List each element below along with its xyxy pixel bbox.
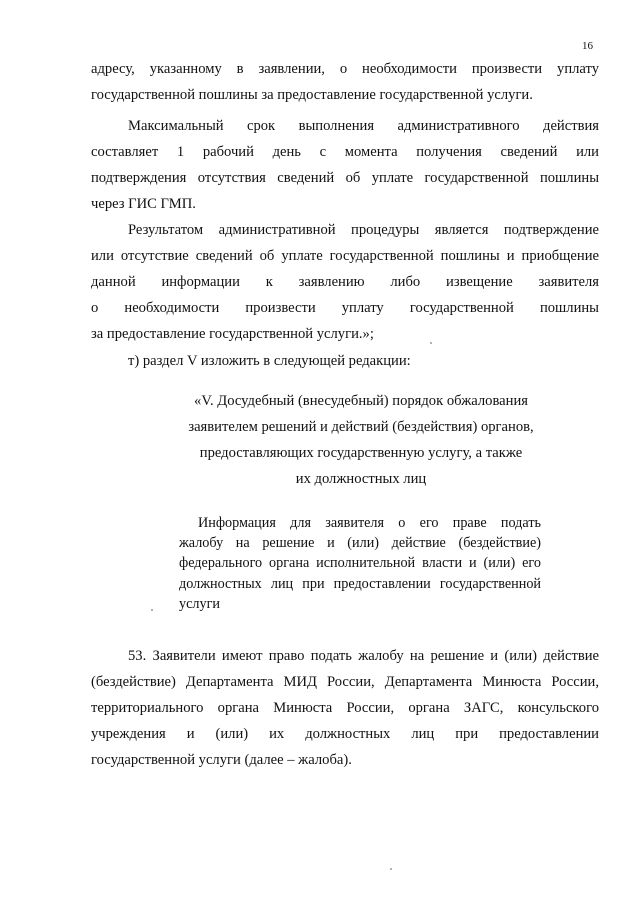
scan-speck xyxy=(151,609,153,611)
section-heading-line: «V. Досудебный (внесудебный) порядок обжалования xyxy=(194,393,528,409)
text-line: Результатом административной процедуры является подтверждение xyxy=(128,222,599,238)
subheading-line: Информация для заявителя о его праве подать xyxy=(198,515,541,531)
text-line: о необходимости произвести уплату государственной пошлины xyxy=(91,300,599,316)
scan-speck xyxy=(390,868,392,870)
clause-line: государственной услуги (далее – жалоба). xyxy=(91,752,352,768)
clause-line: 53. Заявители имеют право подать жалобу на решение и (или) действие xyxy=(128,648,599,664)
text-line: составляет 1 рабочий день с момента получения сведений или xyxy=(91,144,599,160)
page-number: 16 xyxy=(582,40,593,52)
section-heading-line: предоставляющих государственную услугу, а также xyxy=(199,445,523,461)
text-line: государственной пошлины за предоставление государственной услуги. xyxy=(91,87,533,103)
text-line: подтверждения отсутствия сведений об уплате государственной пошлины xyxy=(91,170,599,186)
subheading-line: услуги xyxy=(179,596,220,612)
text-line: за предоставление государственной услуги.»; xyxy=(91,326,374,342)
section-heading-line: заявителем решений и действий (бездействия) органов, xyxy=(188,419,534,435)
subheading-line: должностных лиц при предоставлении государственной xyxy=(179,576,541,592)
subheading-line: федерального органа исполнительной власти и (или) его xyxy=(179,555,541,571)
section-heading-line: их должностных лиц xyxy=(295,471,427,487)
clause-line: (бездействие) Департамента МИД России, Департамента Минюста России, xyxy=(91,674,599,690)
subheading-line: жалобу на решение и (или) действие (бездействие) xyxy=(179,535,541,551)
text-line: или отсутствие сведений об уплате государственной пошлины и приобщение xyxy=(91,248,599,264)
text-line: данной информации к заявлению либо извещение заявителя xyxy=(91,274,599,290)
clause-line: учреждения и (или) их должностных лиц при предоставлении xyxy=(91,726,599,742)
text-line: Максимальный срок выполнения административного действия xyxy=(128,118,599,134)
text-line: адресу, указанному в заявлении, о необходимости произвести уплату xyxy=(91,61,599,77)
text-line: через ГИС ГМП. xyxy=(91,196,196,212)
text-line: т) раздел V изложить в следующей редакции: xyxy=(128,353,411,369)
scan-speck xyxy=(430,342,432,344)
clause-line: территориального органа Минюста России, органа ЗАГС, консульского xyxy=(91,700,599,716)
